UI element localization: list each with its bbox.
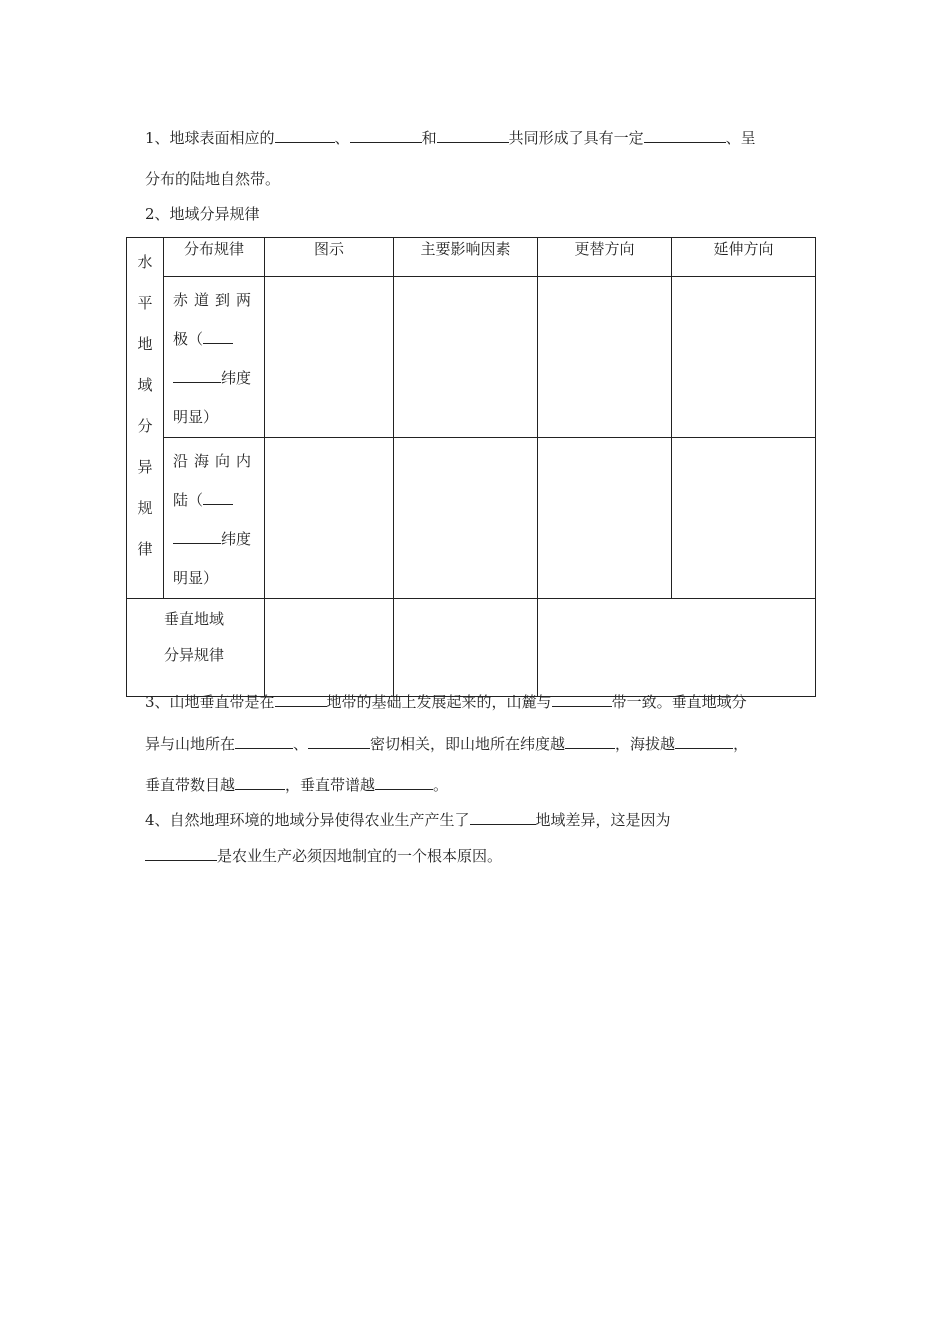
row2-line-3: 纬度 (221, 530, 252, 548)
q3-line-3 (145, 775, 448, 795)
header-distribution: 分布规律 (164, 238, 265, 277)
row1-line-4: 明显） (173, 408, 219, 426)
q3-text-2: 地带的基础上发展起来的，山麓与 (326, 693, 552, 711)
row1-label (164, 277, 265, 438)
q3-text-10: ，垂直带谱越 (285, 776, 376, 794)
q2-title: 2、地域分异规律 (145, 205, 260, 223)
q1-blank-4[interactable] (644, 128, 726, 143)
q4-text-2: 地域差异，这是因为 (535, 811, 671, 829)
row1-line-1: 赤道到两 (173, 291, 258, 309)
q3-blank-1[interactable] (275, 692, 327, 707)
row3-diagram-cell[interactable] (265, 599, 394, 697)
row2-change-cell[interactable] (538, 438, 672, 599)
row3-line-2: 分异规律 (164, 646, 225, 664)
table-row-coast-inland (127, 438, 816, 599)
q4-line-1 (145, 810, 671, 830)
q3-blank-4[interactable] (308, 734, 370, 749)
header-extension-direction: 延伸方向 (672, 238, 816, 277)
q3-text-5: 、 (293, 735, 309, 753)
q3-text-3: 带一致。垂直地域分 (611, 693, 747, 711)
horizontal-group-label (127, 238, 164, 599)
q3-text-9: 垂直带数目越 (145, 776, 236, 794)
q3-text-8: ， (733, 735, 749, 753)
q3-blank-7[interactable] (235, 775, 285, 790)
q4-blank-1[interactable] (470, 810, 536, 825)
group-char: 域 (137, 376, 153, 394)
row2-diagram-cell[interactable] (265, 438, 394, 599)
q3-text-1: 3、山地垂直带是在 (145, 693, 275, 711)
row2-extension-cell[interactable] (672, 438, 816, 599)
q3-blank-6[interactable] (675, 734, 733, 749)
row1-blank-b[interactable] (173, 368, 221, 383)
table-header-row (127, 238, 816, 277)
table-row-equator-poles (127, 277, 816, 438)
row3-line-1: 垂直地域 (164, 610, 225, 628)
q4-text-1: 4、自然地理环境的地域分异使得农业生产产生了 (145, 811, 470, 829)
header-diagram: 图示 (265, 238, 394, 277)
q4-line-2 (145, 846, 502, 866)
q1-sep-1: 、 (334, 129, 350, 147)
row2-blank-a[interactable] (203, 490, 233, 505)
header-change-direction: 更替方向 (538, 238, 672, 277)
group-char: 平 (137, 294, 153, 312)
q1-text-3: 、呈 (725, 129, 756, 147)
row1-blank-a[interactable] (203, 329, 233, 344)
group-char: 律 (137, 540, 153, 558)
row2-label (164, 438, 265, 599)
q3-text-7: ，海拔越 (615, 735, 676, 753)
row1-factors-cell[interactable] (394, 277, 538, 438)
table-row-vertical (127, 599, 816, 697)
q3-line-2 (145, 734, 748, 754)
row2-factors-cell[interactable] (394, 438, 538, 599)
q1-line-1 (145, 128, 756, 148)
row1-line-2: 极（ (173, 330, 204, 348)
group-char: 规 (137, 499, 153, 517)
row2-blank-b[interactable] (173, 529, 221, 544)
group-char: 分 (137, 417, 153, 435)
row1-extension-cell[interactable] (672, 277, 816, 438)
q4-blank-2[interactable] (145, 846, 217, 861)
q1-sep-2: 和 (421, 129, 437, 147)
zonation-table (126, 237, 816, 697)
row3-label (127, 599, 265, 697)
row2-line-1: 沿海向内 (173, 452, 258, 470)
q1-blank-2[interactable] (350, 128, 422, 143)
row3-direction-cell[interactable] (538, 599, 816, 697)
q3-blank-2[interactable] (552, 692, 612, 707)
q1-line-2: 分布的陆地自然带。 (145, 170, 281, 188)
q3-line-1 (145, 692, 747, 712)
group-char: 地 (137, 335, 153, 353)
q3-blank-8[interactable] (375, 775, 433, 790)
row2-line-4: 明显） (173, 569, 219, 587)
q3-text-4: 异与山地所在 (145, 735, 236, 753)
q1-text-2: 共同形成了具有一定 (508, 129, 644, 147)
q3-text-11: 。 (433, 776, 449, 794)
q1-text-1: 1、地球表面相应的 (145, 129, 275, 147)
q1-blank-1[interactable] (275, 128, 335, 143)
row1-line-3: 纬度 (221, 369, 252, 387)
group-char: 水 (137, 253, 153, 271)
q4-text-3: 是农业生产必须因地制宜的一个根本原因。 (217, 847, 503, 865)
group-char: 异 (137, 458, 153, 476)
row2-line-2: 陆（ (173, 491, 204, 509)
row3-factors-cell[interactable] (394, 599, 538, 697)
q1-blank-3[interactable] (437, 128, 509, 143)
q3-blank-3[interactable] (235, 734, 293, 749)
row1-diagram-cell[interactable] (265, 277, 394, 438)
row1-change-cell[interactable] (538, 277, 672, 438)
q3-blank-5[interactable] (565, 734, 615, 749)
q3-text-6: 密切相关，即山地所在纬度越 (370, 735, 566, 753)
header-factors: 主要影响因素 (394, 238, 538, 277)
